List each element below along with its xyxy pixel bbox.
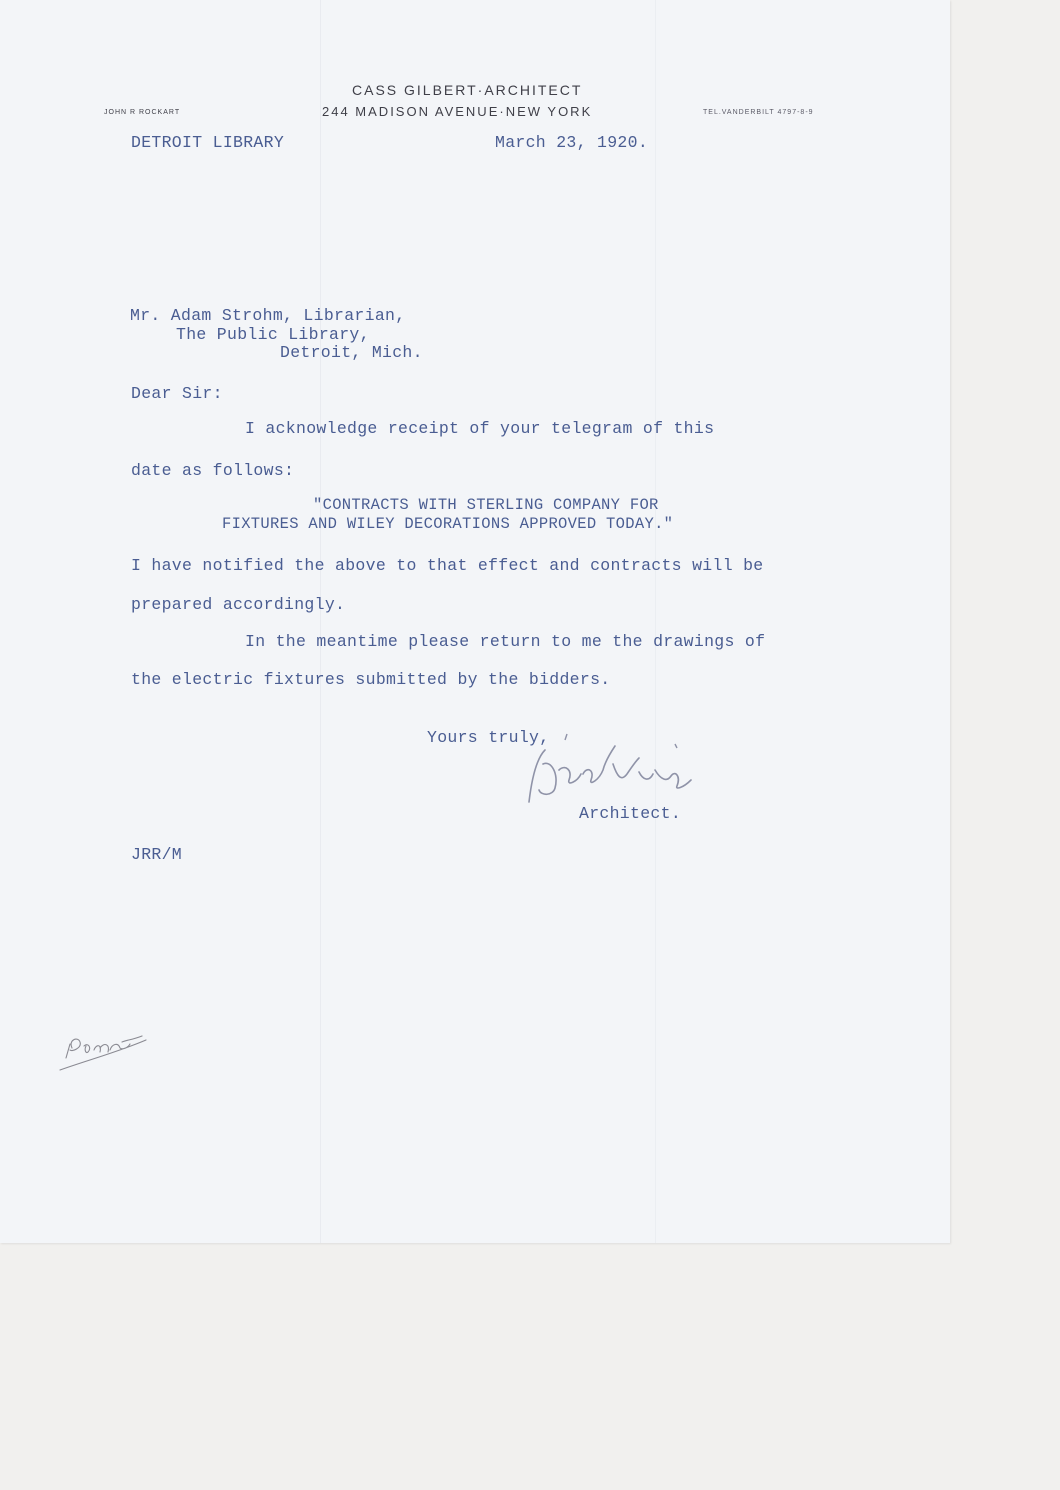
recipient-line-2: The Public Library,	[176, 325, 370, 344]
letterhead-address: 244 MADISON AVENUE·NEW YORK	[322, 104, 593, 119]
paragraph-3-line-1: In the meantime please return to me the drawings of	[245, 632, 766, 651]
pencil-note	[58, 1030, 153, 1080]
letterhead-firm: CASS GILBERT·ARCHITECT	[352, 82, 583, 98]
closing: Yours truly,	[427, 728, 550, 747]
paragraph-3-line-2: the electric fixtures submitted by the bidders.	[131, 670, 611, 689]
handwritten-signature	[525, 730, 705, 810]
salutation: Dear Sir:	[131, 384, 223, 403]
paragraph-1-line-2: date as follows:	[131, 461, 295, 480]
recipient-line-1: Mr. Adam Strohm, Librarian,	[130, 306, 406, 325]
telegram-quote-line-1: "CONTRACTS WITH STERLING COMPANY FOR	[313, 496, 659, 514]
subject-line: DETROIT LIBRARY	[131, 133, 285, 152]
letterhead-telephone: TEL.VANDERBILT 4797-8-9	[703, 109, 814, 116]
recipient-line-3: Detroit, Mich.	[280, 343, 423, 362]
letter-date: March 23, 1920.	[495, 133, 649, 152]
telegram-quote-line-2: FIXTURES AND WILEY DECORATIONS APPROVED TODAY."	[222, 515, 674, 533]
letterhead-associate: JOHN R ROCKART	[104, 109, 181, 116]
signature-title: Architect.	[579, 804, 682, 823]
reference-initials: JRR/M	[131, 845, 183, 864]
paragraph-2-line-2: prepared accordingly.	[131, 595, 346, 614]
paragraph-2-line-1: I have notified the above to that effect and contracts will be	[131, 556, 764, 575]
paper-fold	[655, 0, 656, 1243]
paper-fold	[320, 0, 321, 1243]
paragraph-1-line-1: I acknowledge receipt of your telegram of this	[245, 419, 715, 438]
